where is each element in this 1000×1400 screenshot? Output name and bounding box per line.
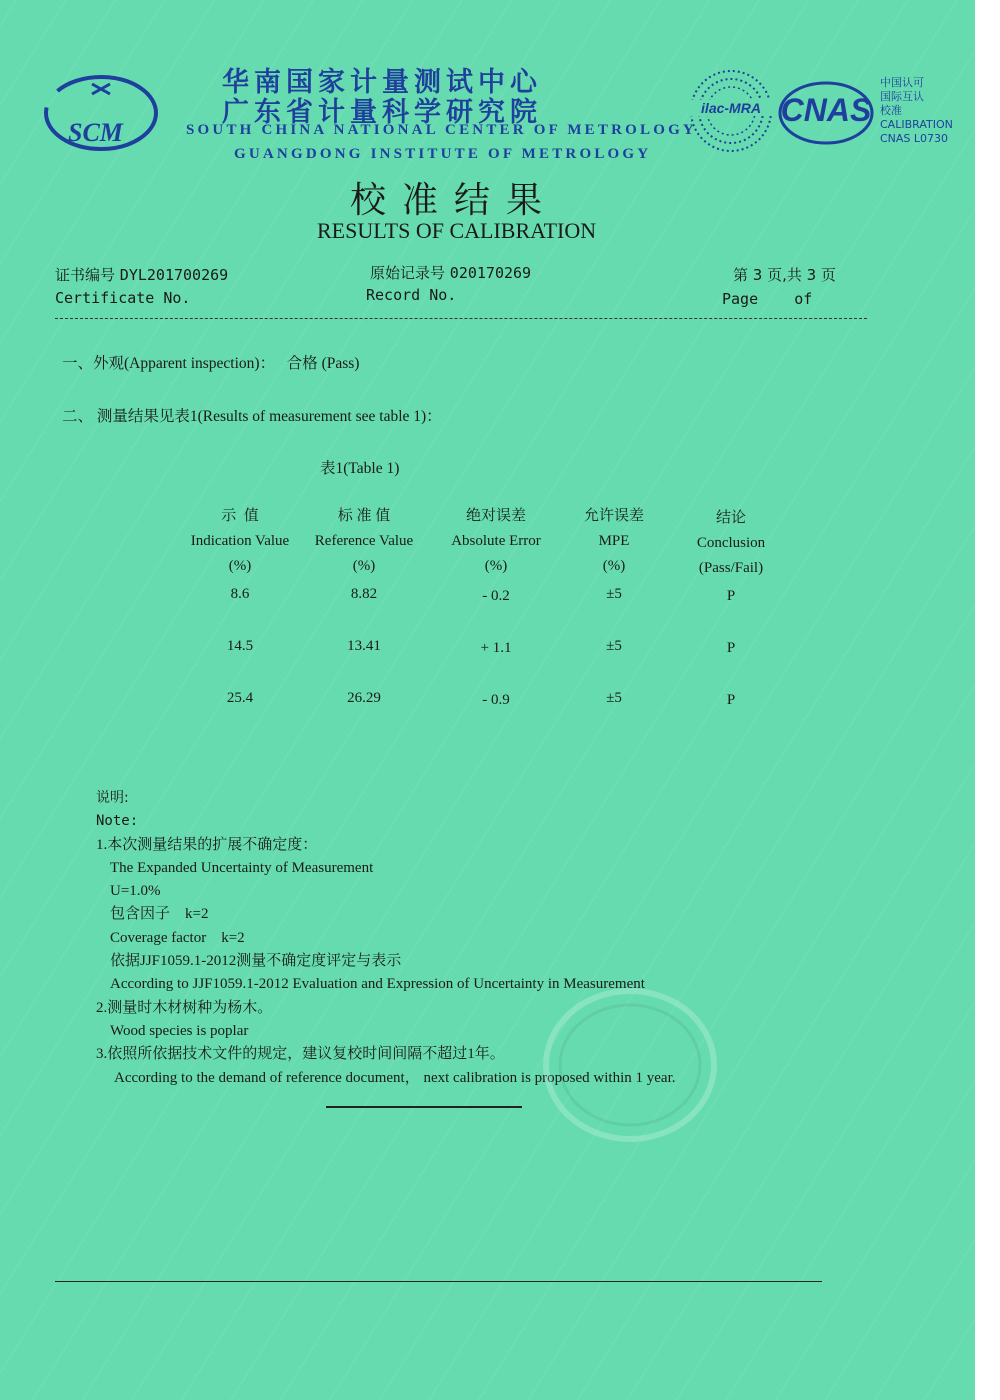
notes-title-en: Note: (96, 813, 139, 830)
record-no (370, 262, 531, 283)
table-cell-absolute-error: - 0.2 (482, 588, 510, 604)
note-line: 2.测量时木材树种为杨木。 (96, 999, 273, 1016)
org-name-cn-1: 华南国家计量测试中心 (222, 67, 542, 98)
org-name-en-1: SOUTH CHINA NATIONAL CENTER OF METROLOGY (186, 122, 697, 138)
column-header-cn: 允许误差 (583, 508, 644, 524)
cnas-logo-text: CNAS (780, 92, 872, 128)
column-header-reference (300, 504, 428, 579)
column-header-cn: 标 准 值 (337, 508, 391, 524)
column-header-en: MPE (598, 533, 630, 549)
note-line: U=1.0% (110, 883, 161, 900)
column-header-unit: (%) (484, 558, 508, 574)
section-measurement-results: 二、 测量结果见表1(Results of measurement see table 1)： (62, 408, 442, 425)
column-header-unit: (Pass/Fail) (698, 560, 764, 576)
certificate-number: DYL201700269 (119, 266, 229, 284)
column-header-absolute-error (432, 504, 560, 579)
scm-logo (42, 70, 160, 156)
column-header-unit: (%) (352, 558, 376, 574)
certificate-label-en: Certificate No. (55, 289, 191, 307)
cnas-accreditation-note (880, 76, 953, 146)
ilac-mra-logo (688, 68, 774, 154)
ilac-mra-text: ilac-MRA (688, 100, 774, 116)
table-cell-absolute-error: + 1.1 (480, 640, 512, 656)
table-cell-mpe: ±5 (606, 638, 622, 654)
column-header-en: Indication Value (190, 533, 290, 549)
org-name-en-2: GUANGDONG INSTITUTE OF METROLOGY (234, 146, 652, 162)
note-line: 1.本次测量结果的扩展不确定度： (96, 836, 318, 853)
column-header-en: Reference Value (314, 533, 414, 549)
cnas-logo (776, 78, 876, 148)
title-cn: 校准结果 (350, 180, 559, 221)
table-cell-indication: 25.4 (226, 690, 254, 706)
notes-title-cn: 说明: (96, 790, 129, 806)
record-label-cn: 原始记录号 (370, 264, 446, 282)
page-number-cn: 第 3 页,共 3 页 (733, 266, 836, 284)
title-en: RESULTS OF CALIBRATION (317, 218, 597, 243)
table-cell-indication: 14.5 (226, 638, 254, 654)
table-cell-reference: 26.29 (347, 690, 381, 706)
org-name-cn-2: 广东省计量科学研究院 (222, 97, 542, 128)
note-line: 包含因子 k=2 (110, 906, 209, 923)
note-line: 3.依照所依据技术文件的规定，建议复校时间间隔不超过1年。 (96, 1046, 505, 1063)
note-line: According to the demand of reference document， next calibration is proposed within 1 year. (114, 1069, 676, 1086)
table-cell-mpe: ±5 (606, 586, 622, 602)
table-cell-reference: 8.82 (350, 586, 378, 602)
table-cell-absolute-error: - 0.9 (482, 692, 510, 708)
header-divider (55, 318, 867, 319)
column-header-mpe (564, 504, 664, 579)
table-cell-conclusion: P (726, 588, 736, 604)
cnas-note-line: CNAS L0730 (880, 132, 949, 145)
scm-logo-text: SCM (68, 118, 123, 147)
note-line: The Expanded Uncertainty of Measurement (110, 859, 374, 876)
column-header-cn: 绝对误差 (465, 508, 526, 524)
note-line: According to JJF1059.1-2012 Evaluation and Expression of Uncertainty in Measurement (110, 976, 645, 993)
footer-line (55, 1281, 822, 1282)
note-line: Coverage factor k=2 (110, 929, 245, 946)
cnas-note-line: 校准 (880, 104, 902, 117)
page-number-en: Page of (722, 290, 813, 308)
column-header-unit: (%) (602, 558, 626, 574)
column-header-en: Conclusion (696, 535, 766, 551)
end-of-content-line (326, 1106, 522, 1108)
certificate-label-cn: 证书编号 (55, 266, 116, 284)
table-cell-indication: 8.6 (230, 586, 250, 602)
cnas-note-line: 中国认可 (880, 76, 924, 89)
table-cell-mpe: ±5 (606, 690, 622, 706)
table-cell-conclusion: P (726, 692, 736, 708)
column-header-en: Absolute Error (451, 533, 541, 549)
record-label-en: Record No. (366, 286, 457, 304)
column-header-cn: 结论 (715, 510, 746, 526)
section-apparent-inspection: 一、外观(Apparent inspection)： 合格 (Pass) (62, 355, 360, 372)
table-cell-conclusion: P (726, 640, 736, 656)
cnas-note-line: 国际互认 (880, 90, 924, 103)
column-header-unit: (%) (228, 558, 252, 574)
table-caption: 表1(Table 1) (320, 460, 400, 477)
column-header-indication (175, 504, 305, 579)
table-cell-reference: 13.41 (347, 638, 381, 654)
cnas-note-line: CALIBRATION (880, 118, 953, 131)
column-header-conclusion (680, 506, 782, 581)
record-number: 020170269 (449, 264, 532, 282)
embossed-seal (540, 985, 720, 1145)
note-line: 依据JJF1059.1-2012测量不确定度评定与表示 (110, 953, 402, 970)
note-line: Wood species is poplar (110, 1022, 249, 1039)
column-header-cn: 示 值 (221, 508, 259, 524)
certificate-no (55, 264, 228, 285)
